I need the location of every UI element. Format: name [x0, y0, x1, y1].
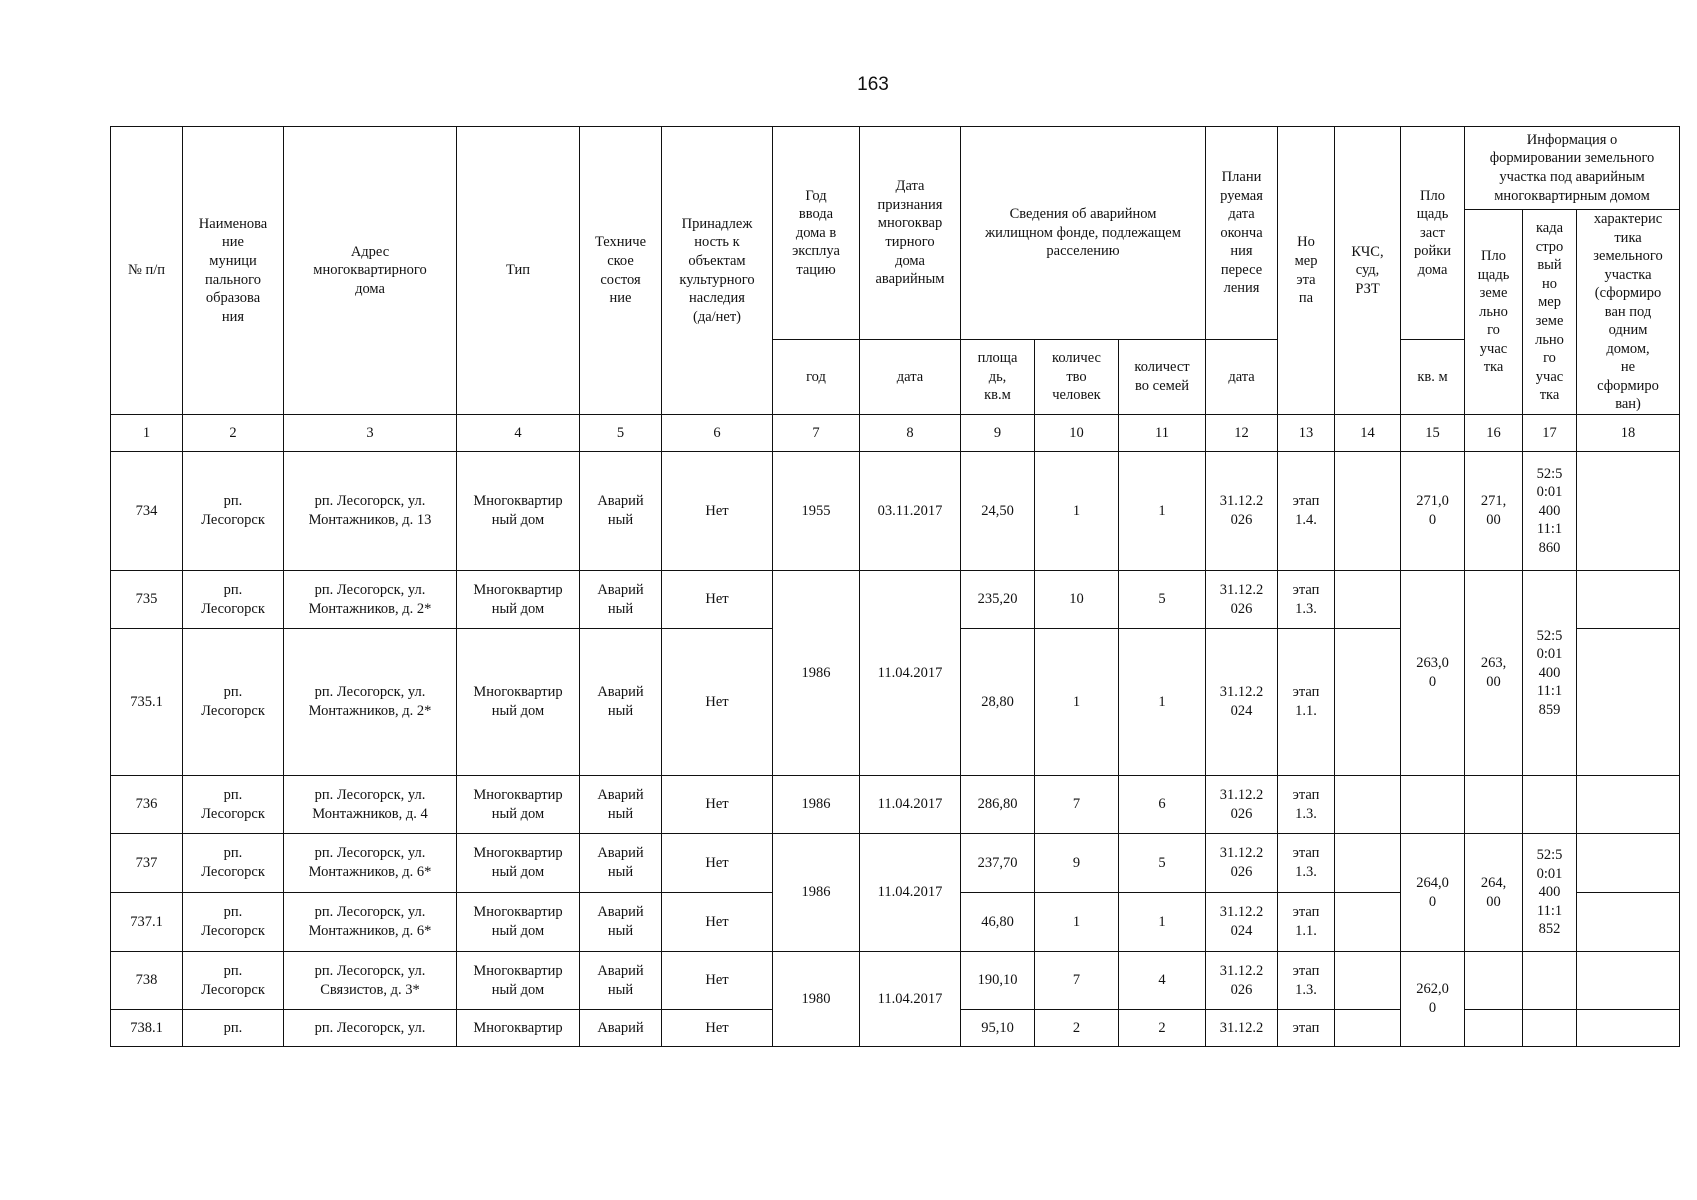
header-land-characteristic: характерис тика земельного участка (сформиро ван под одним домом, не сформиро ван) — [1577, 210, 1680, 415]
header-cadastre: када стро вый но мер земе льно го учас тка — [1523, 210, 1577, 415]
cell-end-date: 31.12.2 024 — [1206, 893, 1278, 952]
cell-heritage: Нет — [662, 776, 773, 834]
cell-land-info — [1577, 893, 1680, 952]
cell-cadastre — [1523, 776, 1577, 834]
cell-municipality: рп. Лесогорск — [183, 776, 284, 834]
cell-area: 24,50 — [961, 452, 1035, 571]
cell-families: 4 — [1119, 952, 1206, 1010]
cell-date: 11.04.2017 — [860, 952, 961, 1047]
column-number: 17 — [1523, 415, 1577, 452]
cell-heritage: Нет — [662, 952, 773, 1010]
column-number: 14 — [1335, 415, 1401, 452]
column-number: 4 — [457, 415, 580, 452]
column-number: 10 — [1035, 415, 1119, 452]
header-municipality: Наименова ние муници пального образова ния — [183, 127, 284, 415]
cell-num: 737 — [111, 834, 183, 893]
cell-cadastre: 52:5 0:01 400 11:1 860 — [1523, 452, 1577, 571]
cell-address: рп. Лесогорск, ул. — [284, 1010, 457, 1047]
cell-heritage: Нет — [662, 452, 773, 571]
header-heritage: Принадлеж ность к объектам культурного наследия (да/нет) — [662, 127, 773, 415]
cell-kchs — [1335, 893, 1401, 952]
cell-families: 6 — [1119, 776, 1206, 834]
cell-kchs — [1335, 629, 1401, 776]
cell-land-area: 264, 00 — [1465, 834, 1523, 952]
column-number: 5 — [580, 415, 662, 452]
cell-year: 1986 — [773, 571, 860, 776]
cell-address: рп. Лесогорск, ул. Монтажников, д. 4 — [284, 776, 457, 834]
subheader-area: площа дь, кв.м — [961, 340, 1035, 415]
cell-type: Многоквартир — [457, 1010, 580, 1047]
cell-cadastre: 52:5 0:01 400 11:1 859 — [1523, 571, 1577, 776]
subheader-year: год — [773, 340, 860, 415]
column-number: 16 — [1465, 415, 1523, 452]
cell-year: 1986 — [773, 834, 860, 952]
cell-type: Многоквартир ный дом — [457, 834, 580, 893]
cell-type: Многоквартир ный дом — [457, 629, 580, 776]
cell-municipality: рп. Лесогорск — [183, 952, 284, 1010]
header-stage: Но мер эта па — [1278, 127, 1335, 415]
cell-cadastre — [1523, 952, 1577, 1010]
cell-area: 95,10 — [961, 1010, 1035, 1047]
cell-stage: этап 1.3. — [1278, 952, 1335, 1010]
cell-state: Аварий ный — [580, 571, 662, 629]
cell-stage: этап 1.3. — [1278, 834, 1335, 893]
cell-address: рп. Лесогорск, ул. Монтажников, д. 13 — [284, 452, 457, 571]
header-state: Техниче ское состоя ние — [580, 127, 662, 415]
cell-stage: этап 1.1. — [1278, 893, 1335, 952]
cell-people: 2 — [1035, 1010, 1119, 1047]
cell-people: 1 — [1035, 893, 1119, 952]
column-number: 18 — [1577, 415, 1680, 452]
cell-families: 2 — [1119, 1010, 1206, 1047]
cell-land-info — [1577, 1010, 1680, 1047]
cell-address: рп. Лесогорск, ул. Монтажников, д. 2* — [284, 629, 457, 776]
cell-families: 1 — [1119, 629, 1206, 776]
cell-land-area: 271, 00 — [1465, 452, 1523, 571]
cell-land-info — [1577, 452, 1680, 571]
cell-stage: этап 1.3. — [1278, 776, 1335, 834]
cell-heritage: Нет — [662, 629, 773, 776]
table-row — [111, 571, 1680, 629]
column-number: 3 — [284, 415, 457, 452]
column-number: 11 — [1119, 415, 1206, 452]
cell-end-date: 31.12.2 026 — [1206, 952, 1278, 1010]
cell-address: рп. Лесогорск, ул. Монтажников, д. 6* — [284, 893, 457, 952]
column-number: 6 — [662, 415, 773, 452]
table-row — [111, 452, 1680, 571]
subheader-date: дата — [860, 340, 961, 415]
column-number: 9 — [961, 415, 1035, 452]
cell-kchs — [1335, 571, 1401, 629]
cell-land-info — [1577, 834, 1680, 893]
cell-type: Многоквартир ный дом — [457, 776, 580, 834]
cell-cadastre: 52:5 0:01 400 11:1 852 — [1523, 834, 1577, 952]
cell-end-date: 31.12.2 — [1206, 1010, 1278, 1047]
cell-people: 10 — [1035, 571, 1119, 629]
cell-end-date: 31.12.2 026 — [1206, 776, 1278, 834]
cell-state: Аварий — [580, 1010, 662, 1047]
cell-people: 1 — [1035, 452, 1119, 571]
cell-num: 738.1 — [111, 1010, 183, 1047]
cell-land-info — [1577, 952, 1680, 1010]
header-row — [111, 127, 1680, 210]
header-land-info: Информация о формировании земельного участка под аварийным многоквартирным домом — [1465, 127, 1680, 210]
cell-area: 46,80 — [961, 893, 1035, 952]
cell-num: 735 — [111, 571, 183, 629]
column-number: 13 — [1278, 415, 1335, 452]
cell-build-area: 262,0 0 — [1401, 952, 1465, 1047]
cell-date: 03.11.2017 — [860, 452, 961, 571]
cell-heritage: Нет — [662, 834, 773, 893]
column-numbers-row — [111, 415, 1680, 452]
cell-land-info — [1577, 571, 1680, 629]
cell-area: 28,80 — [961, 629, 1035, 776]
cell-stage: этап 1.1. — [1278, 629, 1335, 776]
cell-address: рп. Лесогорск, ул. Монтажников, д. 2* — [284, 571, 457, 629]
header-date: Дата признания многоквар тирного дома аварийным — [860, 127, 961, 340]
cell-people: 7 — [1035, 952, 1119, 1010]
cell-state: Аварий ный — [580, 893, 662, 952]
header-year: Год ввода дома в эксплуа тацию — [773, 127, 860, 340]
cell-date: 11.04.2017 — [860, 571, 961, 776]
cell-num: 737.1 — [111, 893, 183, 952]
header-kchs: КЧС, суд, РЗТ — [1335, 127, 1401, 415]
cell-land-area — [1465, 952, 1523, 1010]
cell-families: 5 — [1119, 834, 1206, 893]
cell-year: 1980 — [773, 952, 860, 1047]
cell-kchs — [1335, 452, 1401, 571]
cell-num: 734 — [111, 452, 183, 571]
table-row — [111, 776, 1680, 834]
cell-people: 9 — [1035, 834, 1119, 893]
cell-land-area — [1465, 776, 1523, 834]
cell-area: 237,70 — [961, 834, 1035, 893]
header-type: Тип — [457, 127, 580, 415]
cell-build-area: 264,0 0 — [1401, 834, 1465, 952]
column-number: 2 — [183, 415, 284, 452]
cell-land-area: 263, 00 — [1465, 571, 1523, 776]
cell-year: 1955 — [773, 452, 860, 571]
housing-table — [110, 126, 1680, 1047]
cell-municipality: рп. Лесогорск — [183, 629, 284, 776]
table-row — [111, 834, 1680, 893]
cell-land-info — [1577, 776, 1680, 834]
cell-type: Многоквартир ный дом — [457, 452, 580, 571]
cell-families: 5 — [1119, 571, 1206, 629]
table-row — [111, 952, 1680, 1010]
cell-stage: этап 1.4. — [1278, 452, 1335, 571]
page-number: 163 — [857, 74, 889, 95]
subheader-end-date: дата — [1206, 340, 1278, 415]
cell-area: 286,80 — [961, 776, 1035, 834]
cell-end-date: 31.12.2 026 — [1206, 834, 1278, 893]
cell-families: 1 — [1119, 893, 1206, 952]
cell-year: 1986 — [773, 776, 860, 834]
cell-heritage: Нет — [662, 893, 773, 952]
cell-stage: этап — [1278, 1010, 1335, 1047]
header-address: Адрес многоквартирного дома — [284, 127, 457, 415]
cell-people: 1 — [1035, 629, 1119, 776]
cell-num: 738 — [111, 952, 183, 1010]
cell-cadastre — [1523, 1010, 1577, 1047]
cell-end-date: 31.12.2 024 — [1206, 629, 1278, 776]
column-number: 12 — [1206, 415, 1278, 452]
cell-state: Аварий ный — [580, 629, 662, 776]
cell-type: Многоквартир ный дом — [457, 952, 580, 1010]
cell-build-area: 263,0 0 — [1401, 571, 1465, 776]
header-land-area: Пло щадь земе льно го учас тка — [1465, 210, 1523, 415]
cell-kchs — [1335, 952, 1401, 1010]
cell-date: 11.04.2017 — [860, 776, 961, 834]
cell-area: 190,10 — [961, 952, 1035, 1010]
header-build-area: Пло щадь заст ройки дома — [1401, 127, 1465, 340]
header-end-date: Плани руемая дата оконча ния пересе ления — [1206, 127, 1278, 340]
cell-state: Аварий ный — [580, 452, 662, 571]
cell-state: Аварий ный — [580, 776, 662, 834]
column-number: 15 — [1401, 415, 1465, 452]
subheader-build-area-unit: кв. м — [1401, 340, 1465, 415]
cell-kchs — [1335, 776, 1401, 834]
cell-build-area — [1401, 776, 1465, 834]
cell-heritage: Нет — [662, 1010, 773, 1047]
column-number: 7 — [773, 415, 860, 452]
cell-municipality: рп. Лесогорск — [183, 893, 284, 952]
cell-land-info — [1577, 629, 1680, 776]
cell-state: Аварий ный — [580, 952, 662, 1010]
cell-date: 11.04.2017 — [860, 834, 961, 952]
cell-kchs — [1335, 834, 1401, 893]
cell-municipality: рп. Лесогорск — [183, 571, 284, 629]
cell-address: рп. Лесогорск, ул. Монтажников, д. 6* — [284, 834, 457, 893]
cell-build-area: 271,0 0 — [1401, 452, 1465, 571]
cell-families: 1 — [1119, 452, 1206, 571]
cell-end-date: 31.12.2 026 — [1206, 571, 1278, 629]
column-number: 1 — [111, 415, 183, 452]
column-number: 8 — [860, 415, 961, 452]
subheader-people: количес тво человек — [1035, 340, 1119, 415]
cell-municipality: рп. Лесогорск — [183, 452, 284, 571]
cell-num: 735.1 — [111, 629, 183, 776]
header-fund-info: Сведения об аварийном жилищном фонде, подлежащем расселению — [961, 127, 1206, 340]
subheader-families: количест во семей — [1119, 340, 1206, 415]
cell-area: 235,20 — [961, 571, 1035, 629]
cell-type: Многоквартир ный дом — [457, 571, 580, 629]
cell-num: 736 — [111, 776, 183, 834]
cell-municipality: рп. Лесогорск — [183, 834, 284, 893]
cell-kchs — [1335, 1010, 1401, 1047]
cell-land-area — [1465, 1010, 1523, 1047]
header-num: № п/п — [111, 127, 183, 415]
cell-state: Аварий ный — [580, 834, 662, 893]
cell-end-date: 31.12.2 026 — [1206, 452, 1278, 571]
cell-address: рп. Лесогорск, ул. Связистов, д. 3* — [284, 952, 457, 1010]
cell-people: 7 — [1035, 776, 1119, 834]
cell-type: Многоквартир ный дом — [457, 893, 580, 952]
cell-stage: этап 1.3. — [1278, 571, 1335, 629]
cell-heritage: Нет — [662, 571, 773, 629]
cell-municipality: рп. — [183, 1010, 284, 1047]
